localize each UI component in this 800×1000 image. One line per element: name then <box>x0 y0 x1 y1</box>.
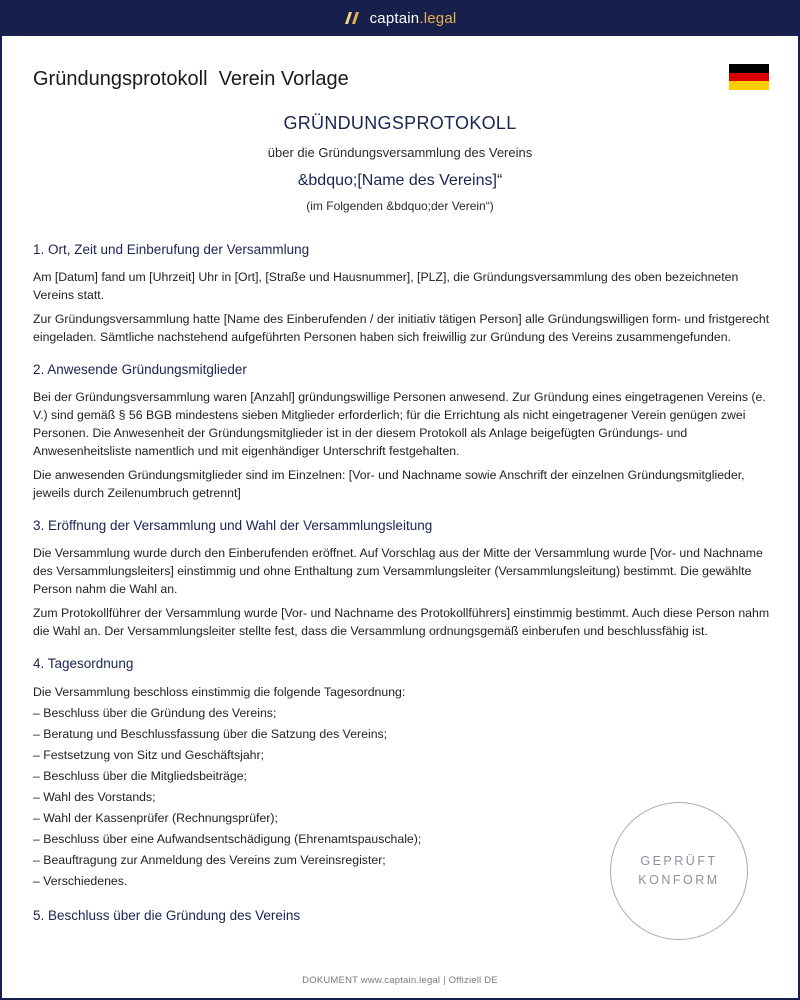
association-hint: (im Folgenden &bdquo;der Verein“) <box>306 199 494 213</box>
document-subheading: über die Gründungsversammlung des Vereins <box>267 145 533 160</box>
paragraph: Zum Protokollführer der Versammlung wurde [Vor- und Nachname des Protokollführers] einstimmig bestimmt. Auch diese Person nahm die Wahl an. Der Versammlungsleiter stellte fest, dass die Versammlung ordnungsgemäß einberufen und beschlussfähig ist. <box>33 606 770 638</box>
agenda-intro: Die Versammlung beschloss einstimmig die folgende Tagesordnung: <box>33 685 406 699</box>
agenda-item: – Festsetzung von Sitz und Geschäftsjahr; <box>33 748 265 762</box>
association-name-placeholder: &bdquo;[Name des Vereins]“ <box>297 172 503 189</box>
stamp-line-2: KONFORM <box>638 873 720 887</box>
section-title: 4. Tagesordnung <box>33 656 134 671</box>
document-header <box>33 66 769 96</box>
agenda-item: – Beschluss über eine Aufwandsentschädigung (Ehrenamtspauschale); <box>33 832 422 846</box>
double-slash-logo-icon <box>344 10 362 26</box>
brand-name: captain <box>369 9 420 27</box>
section-title: 5. Beschluss über die Gründung des Vereins <box>33 908 301 923</box>
section-title: 3. Eröffnung der Versammlung und Wahl der Versammlungsleitung <box>33 518 433 533</box>
paragraph: Zur Gründungsversammlung hatte [Name des Einberufenden / der initiativ tätigen Person] alle Gründungswilligen form- und fristgerecht eingeladen. Sämtliche nachstehend aufgeführten Personen haben sich freiwillig zur Gründung des Vereins zusammengefunden. <box>33 312 770 344</box>
verified-stamp <box>610 802 748 940</box>
section-3 <box>33 516 773 640</box>
agenda-item: – Beauftragung zur Anmeldung des Vereins zum Vereinsregister; <box>33 853 386 867</box>
top-bar <box>0 0 800 36</box>
germany-flag-icon <box>729 64 769 90</box>
page-title: Gründungsprotokoll Verein Vorlage <box>33 68 349 90</box>
agenda-item: – Beschluss über die Gründung des Vereins; <box>33 706 277 720</box>
section-title: 1. Ort, Zeit und Einberufung der Versammlung <box>33 242 310 257</box>
section-2 <box>33 360 773 502</box>
agenda-item: – Beratung und Beschlussfassung über die Satzung des Vereins; <box>33 727 388 741</box>
section-title: 2. Anwesende Gründungsmitglieder <box>33 362 247 377</box>
agenda-item: – Beschluss über die Mitgliedsbeiträge; <box>33 769 247 783</box>
stamp-line-1: GEPRÜFT <box>640 854 718 868</box>
document-heading: GRÜNDUNGSPROTOKOLL <box>283 113 517 133</box>
agenda-item: – Wahl des Vorstands; <box>33 790 156 804</box>
paragraph: Die Versammlung wurde durch den Einberufenden eröffnet. Auf Vorschlag aus der Mitte der Versammlung wurde [Vor- und Nachname des Versammlungsleiters] einstimmig und ohne Enthaltung zum Versammlungsleiter (Versammlungsleitung) bestimmt. Die gewählte Person nahm die Wahl an. <box>33 546 763 596</box>
agenda-item: – Wahl der Kassenprüfer (Rechnungsprüfer); <box>33 811 278 825</box>
brand-logo-link[interactable] <box>344 10 457 27</box>
document-title-block <box>2 110 798 214</box>
paragraph: Am [Datum] fand um [Uhrzeit] Uhr in [Ort], [Straße und Hausnummer], [PLZ], die Gründungsversammlung des oben bezeichneten Vereins statt. <box>33 270 739 302</box>
document-footer: DOKUMENT www.captain.legal | Offiziell DE <box>302 975 498 986</box>
section-1 <box>33 240 773 346</box>
paragraph: Bei der Gründungsversammlung waren [Anzahl] gründungswillige Personen anwesend. Zur Gründung eines eingetragenen Vereins (e. V.) sind gemäß § 56 BGB mindestens sieben Mitglieder erforderlich; für die Errichtung als nicht eingetragener Verein genügen zwei Personen. Die Anwesenheit der Gründungsmitglieder ist in der diesem Protokoll als Anlage beigefügten Gründungs- und Anwesenheitsliste namentlich und mit eigenhändiger Unterschrift festgehalten. <box>33 390 766 458</box>
brand-name-accent: .legal <box>419 9 457 27</box>
document-sheet <box>2 36 798 998</box>
agenda-item: – Verschiedenes. <box>33 874 128 888</box>
paragraph: Die anwesenden Gründungsmitglieder sind im Einzelnen: [Vor- und Nachname sowie Anschrift der einzelnen Gründungsmitglieder, jeweils durch Zeilenumbruch getrennt] <box>33 468 745 500</box>
